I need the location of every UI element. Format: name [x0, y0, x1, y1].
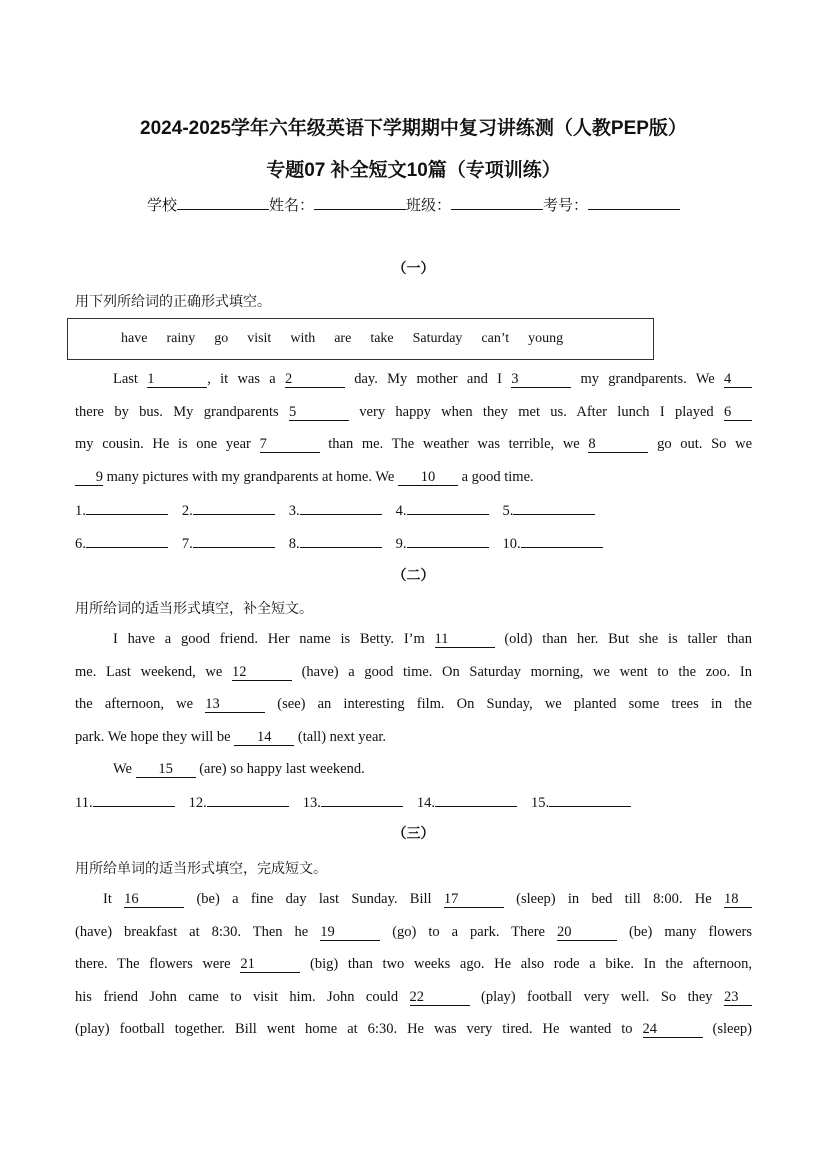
blank-18[interactable]: 18	[724, 892, 752, 908]
answer-item	[303, 793, 403, 812]
section-instruction: 用所给单词的适当形式填空，完成短文。	[75, 860, 327, 876]
passage-text: many pictures with my grandparents at home. We	[103, 469, 398, 485]
passage-text: (be) a fine day last Sunday. Bill	[184, 891, 444, 907]
passage-text: (see) an interesting film. On Sunday, we planted some trees in the	[265, 696, 752, 712]
student-info-row	[0, 194, 827, 215]
blank-6[interactable]: 6	[724, 405, 752, 421]
answer-row	[75, 534, 617, 553]
answer-item	[503, 534, 603, 553]
answer-field[interactable]	[521, 534, 603, 548]
answer-number: 6.	[75, 536, 86, 552]
word-bank-item: visit	[247, 331, 272, 346]
passage-line	[75, 435, 752, 453]
blank-10[interactable]: 10	[398, 470, 458, 486]
answer-row	[75, 501, 609, 520]
word-bank-item: can’t	[481, 331, 510, 346]
blank-23[interactable]: 23	[724, 990, 752, 1006]
blank-13[interactable]: 13	[205, 697, 265, 713]
answer-number: 15.	[530, 795, 550, 811]
blank-5[interactable]: 5	[289, 405, 349, 421]
answer-number: 8.	[288, 536, 300, 552]
answer-item	[75, 534, 168, 553]
blank-2[interactable]: 2	[285, 372, 345, 388]
answer-field[interactable]	[513, 501, 595, 515]
passage-text: park. We hope they will be	[75, 729, 235, 745]
answer-number: 3.	[288, 503, 300, 519]
passage-text: day. My mother and I	[344, 371, 512, 387]
answer-item	[503, 501, 596, 520]
blank-8[interactable]: 8	[588, 437, 648, 453]
answer-item	[531, 793, 631, 812]
answer-row	[75, 793, 645, 812]
answer-item	[189, 793, 289, 812]
passage-line	[113, 630, 752, 648]
blank-24[interactable]: 24	[643, 1022, 703, 1038]
answer-number: 13.	[302, 795, 321, 811]
blank-4[interactable]: 4	[724, 372, 752, 388]
section-instruction: 用所给词的适当形式填空，补全短文。	[75, 600, 313, 616]
answer-field[interactable]	[86, 501, 168, 515]
passage-text: (play) football together. Bill went home at 6:30. He was very tired. He wanted to	[75, 1021, 643, 1037]
number-label: 考号：	[543, 197, 589, 214]
answer-number: 11.	[75, 795, 93, 811]
passage-text: , it was a	[207, 371, 285, 387]
passage-line	[75, 403, 752, 421]
document-title: 2024-2025学年六年级英语下学期期中复习讲练测（人教PEP版）	[140, 118, 687, 139]
answer-item	[396, 501, 489, 520]
word-bank-item: with	[290, 331, 316, 346]
answer-item	[289, 501, 382, 520]
school-field[interactable]	[177, 195, 269, 210]
answer-field[interactable]	[549, 793, 631, 807]
blank-22[interactable]: 22	[410, 990, 470, 1006]
answer-number: 5.	[502, 503, 514, 519]
passage-text: Last	[113, 371, 148, 387]
passage-text: (be) many flowers	[616, 924, 753, 940]
answer-item	[289, 534, 382, 553]
passage-text: (old) than her. But she is taller than	[494, 631, 752, 647]
passage-text: (have) breakfast at 8:30. Then he	[75, 924, 321, 940]
word-bank-item: are	[334, 331, 352, 346]
passage-text: We	[113, 761, 136, 777]
passage-text: there by bus. My grandparents	[75, 404, 289, 420]
blank-9[interactable]: 9	[75, 470, 103, 486]
passage-line	[113, 370, 752, 388]
passage-line	[75, 695, 752, 713]
blank-15[interactable]: 15	[136, 762, 196, 778]
answer-item	[396, 534, 489, 553]
passage-text: his friend John came to visit him. John could	[75, 989, 410, 1005]
blank-11[interactable]: 11	[435, 632, 495, 648]
word-bank-item: Saturday	[412, 331, 463, 346]
passage-text: I have a good friend. Her name is Betty. I’m	[113, 631, 435, 647]
class-label: 班级：	[406, 197, 452, 214]
passage-text: (sleep) in bed till 8:00. He	[503, 891, 724, 907]
answer-item	[182, 534, 275, 553]
passage-line	[113, 760, 752, 778]
answer-number: 4.	[395, 503, 407, 519]
document-subtitle: 专题07 补全短文10篇（专项训练）	[266, 160, 561, 181]
blank-12[interactable]: 12	[232, 665, 292, 681]
blank-20[interactable]: 20	[557, 925, 617, 941]
passage-text: very happy when they met us. After lunch I played	[348, 404, 724, 420]
answer-number: 1.	[75, 503, 86, 519]
answer-number: 2.	[181, 503, 193, 519]
answer-item	[417, 793, 517, 812]
passage-line	[75, 663, 752, 681]
answer-field[interactable]	[93, 793, 175, 807]
blank-7[interactable]: 7	[260, 437, 320, 453]
passage-text: (sleep)	[702, 1021, 752, 1037]
word-bank	[67, 318, 654, 360]
word-bank-item: have	[121, 331, 148, 346]
passage-text: (go) to a park. There	[380, 924, 557, 940]
word-bank-item: young	[528, 331, 564, 346]
passage-line	[75, 468, 752, 486]
answer-field[interactable]	[407, 534, 489, 548]
passage-text: than me. The weather was terrible, we	[319, 436, 589, 452]
word-bank-item: rainy	[166, 331, 196, 346]
passage-text: (play) football very well. So they	[469, 989, 724, 1005]
passage-text: there. The flowers were	[75, 956, 241, 972]
answer-field[interactable]	[300, 501, 382, 515]
passage-text: a good time.	[457, 469, 534, 485]
blank-17[interactable]: 17	[444, 892, 504, 908]
answer-number: 7.	[181, 536, 193, 552]
section-heading: （二）	[392, 567, 435, 583]
blank-21[interactable]: 21	[240, 957, 300, 973]
passage-text: (have) a good time. On Saturday morning, we went to the zoo. In	[291, 664, 752, 680]
answer-item	[75, 793, 175, 812]
section-heading: （三）	[392, 825, 435, 841]
passage-text: It	[103, 891, 125, 907]
word-bank-item: go	[214, 331, 229, 346]
passage-text: go out. So we	[648, 436, 753, 452]
name-field[interactable]	[314, 195, 406, 210]
word-bank-item: take	[370, 331, 394, 346]
answer-number: 12.	[188, 795, 207, 811]
passage-text: my grandparents. We	[571, 371, 724, 387]
passage-text: me. Last weekend, we	[75, 664, 232, 680]
answer-field[interactable]	[435, 793, 517, 807]
school-label: 学校	[146, 197, 177, 214]
passage-line	[75, 955, 752, 973]
blank-19[interactable]: 19	[320, 925, 380, 941]
blank-14[interactable]: 14	[234, 730, 294, 746]
answer-number: 9.	[395, 536, 407, 552]
passage-line	[75, 988, 752, 1006]
answer-field[interactable]	[193, 501, 275, 515]
answer-number: 14.	[416, 795, 435, 811]
passage-line	[103, 890, 752, 908]
passage-line	[75, 1020, 752, 1038]
answer-field[interactable]	[321, 793, 403, 807]
answer-field[interactable]	[207, 793, 289, 807]
answer-field[interactable]	[193, 534, 275, 548]
answer-field[interactable]	[407, 501, 489, 515]
answer-field[interactable]	[300, 534, 382, 548]
passage-line	[75, 728, 752, 746]
passage-text: my cousin. He is one year	[75, 436, 260, 452]
passage-text: (big) than two weeks ago. He also rode a bike. In the afternoon,	[300, 956, 752, 972]
blank-3[interactable]: 3	[511, 372, 571, 388]
name-label: 姓名：	[268, 197, 314, 214]
answer-field[interactable]	[86, 534, 168, 548]
blank-16[interactable]: 16	[124, 892, 184, 908]
passage-text: (are) so happy last weekend.	[195, 761, 365, 777]
section-instruction: 用下列所给词的正确形式填空。	[75, 293, 271, 309]
answer-item	[182, 501, 275, 520]
blank-1[interactable]: 1	[147, 372, 207, 388]
passage-text: the afternoon, we	[75, 696, 206, 712]
passage-line	[75, 923, 752, 941]
number-field[interactable]	[588, 195, 680, 210]
passage-text: (tall) next year.	[294, 729, 387, 745]
answer-item	[75, 501, 168, 520]
section-heading: （一）	[392, 260, 435, 276]
answer-number: 10.	[502, 536, 521, 552]
class-field[interactable]	[451, 195, 543, 210]
